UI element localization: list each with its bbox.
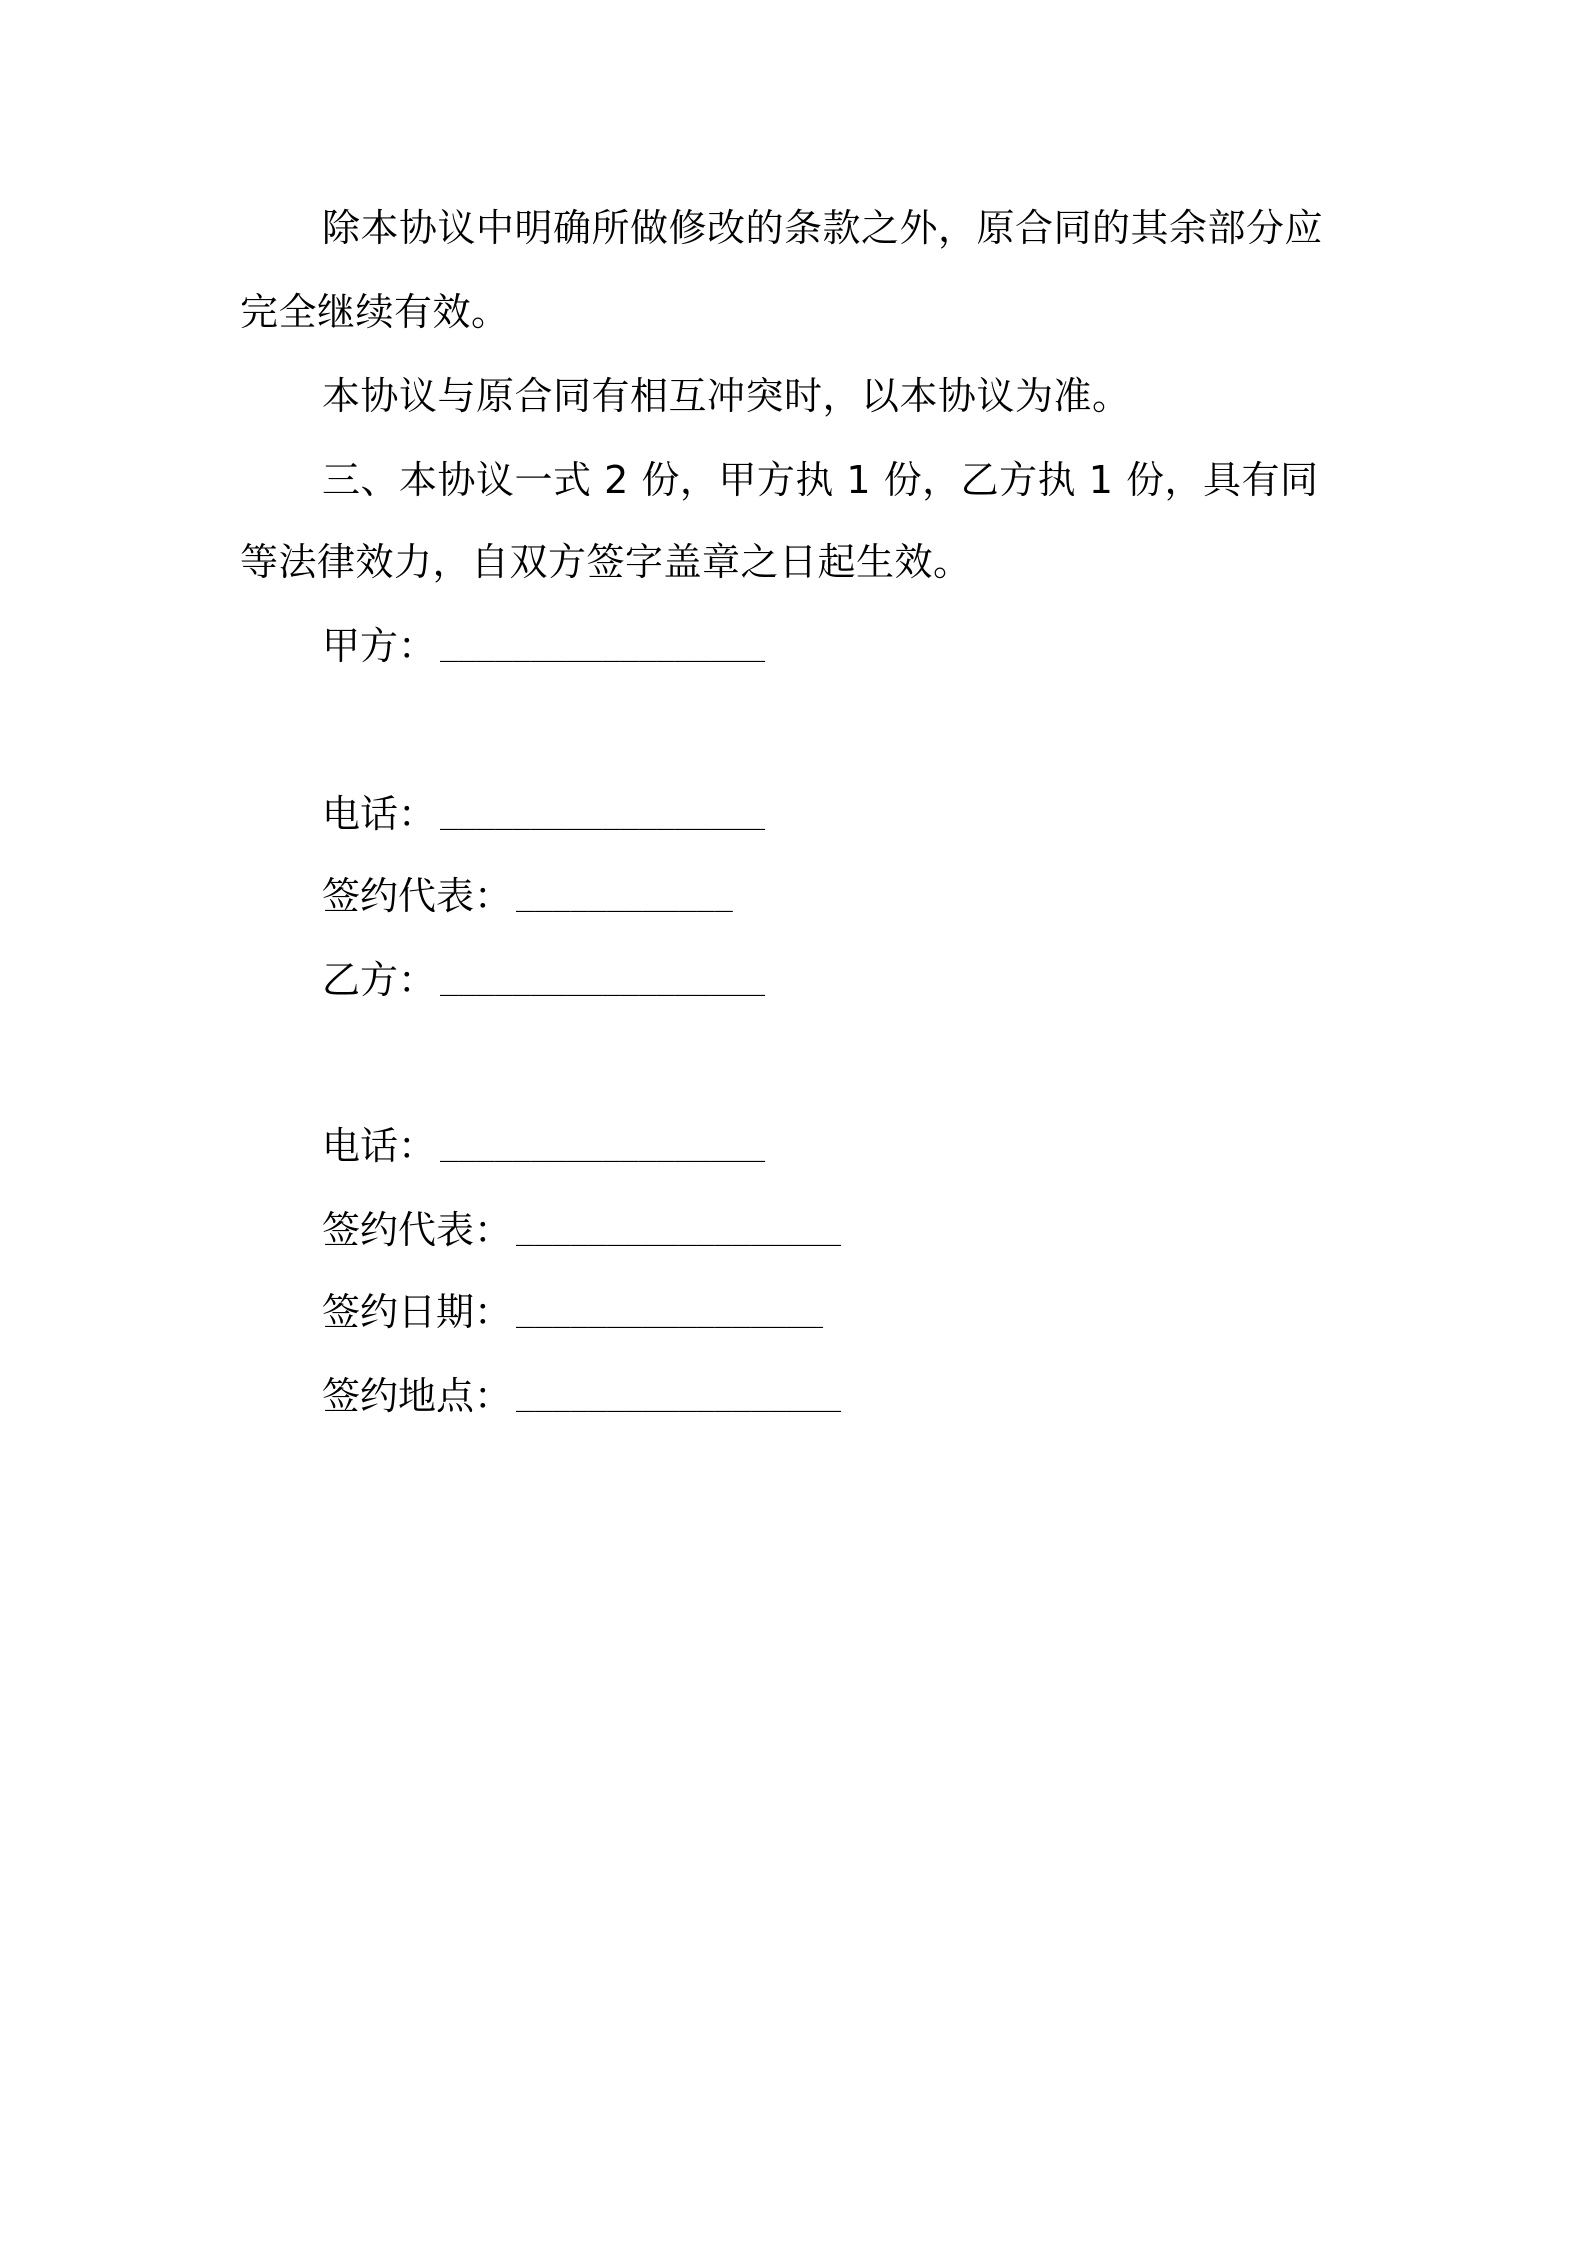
paragraph-3-line-2: 等法律效力，自双方签字盖章之日起生效。 (240, 540, 972, 584)
party-b-phone-label: 电话： (322, 1124, 437, 1168)
sign-date-row (322, 1288, 823, 1336)
party-b-rep-blank: __________________ (516, 1212, 842, 1247)
party-b-label: 乙方： (322, 958, 437, 1002)
sign-place-label: 签约地点： (322, 1374, 513, 1418)
party-b-row (322, 956, 765, 1004)
party-b-phone-blank: __________________ (440, 1128, 766, 1163)
paragraph-3-line-1: 三、本协议一式 2 份，甲方执 1 份，乙方执 1 份，具有同 (322, 458, 1319, 502)
party-a-phone-blank: __________________ (440, 796, 766, 831)
party-a-blank: __________________ (440, 628, 766, 663)
sign-place-blank: __________________ (516, 1378, 842, 1413)
party-b-phone-row (322, 1122, 765, 1170)
party-a-phone-row (322, 790, 765, 838)
party-b-rep-label: 签约代表： (322, 1208, 513, 1252)
party-a-row (322, 622, 765, 670)
party-a-rep-blank: ____________ (516, 878, 733, 913)
party-b-blank: __________________ (440, 962, 766, 997)
sign-date-label: 签约日期： (322, 1290, 513, 1334)
party-a-rep-label: 签约代表： (322, 874, 513, 918)
sign-place-row (322, 1372, 841, 1420)
paragraph-2-line-1: 本协议与原合同有相互冲突时，以本协议为准。 (322, 374, 1131, 418)
sign-date-blank: _________________ (516, 1294, 824, 1329)
party-a-rep-row (322, 872, 733, 920)
party-a-label: 甲方： (322, 624, 437, 668)
party-a-phone-label: 电话： (322, 792, 437, 836)
party-b-rep-row (322, 1206, 841, 1254)
paragraph-1-line-1: 除本协议中明确所做修改的条款之外，原合同的其余部分应 (322, 206, 1324, 250)
paragraph-1-line-2: 完全继续有效。 (240, 290, 510, 334)
